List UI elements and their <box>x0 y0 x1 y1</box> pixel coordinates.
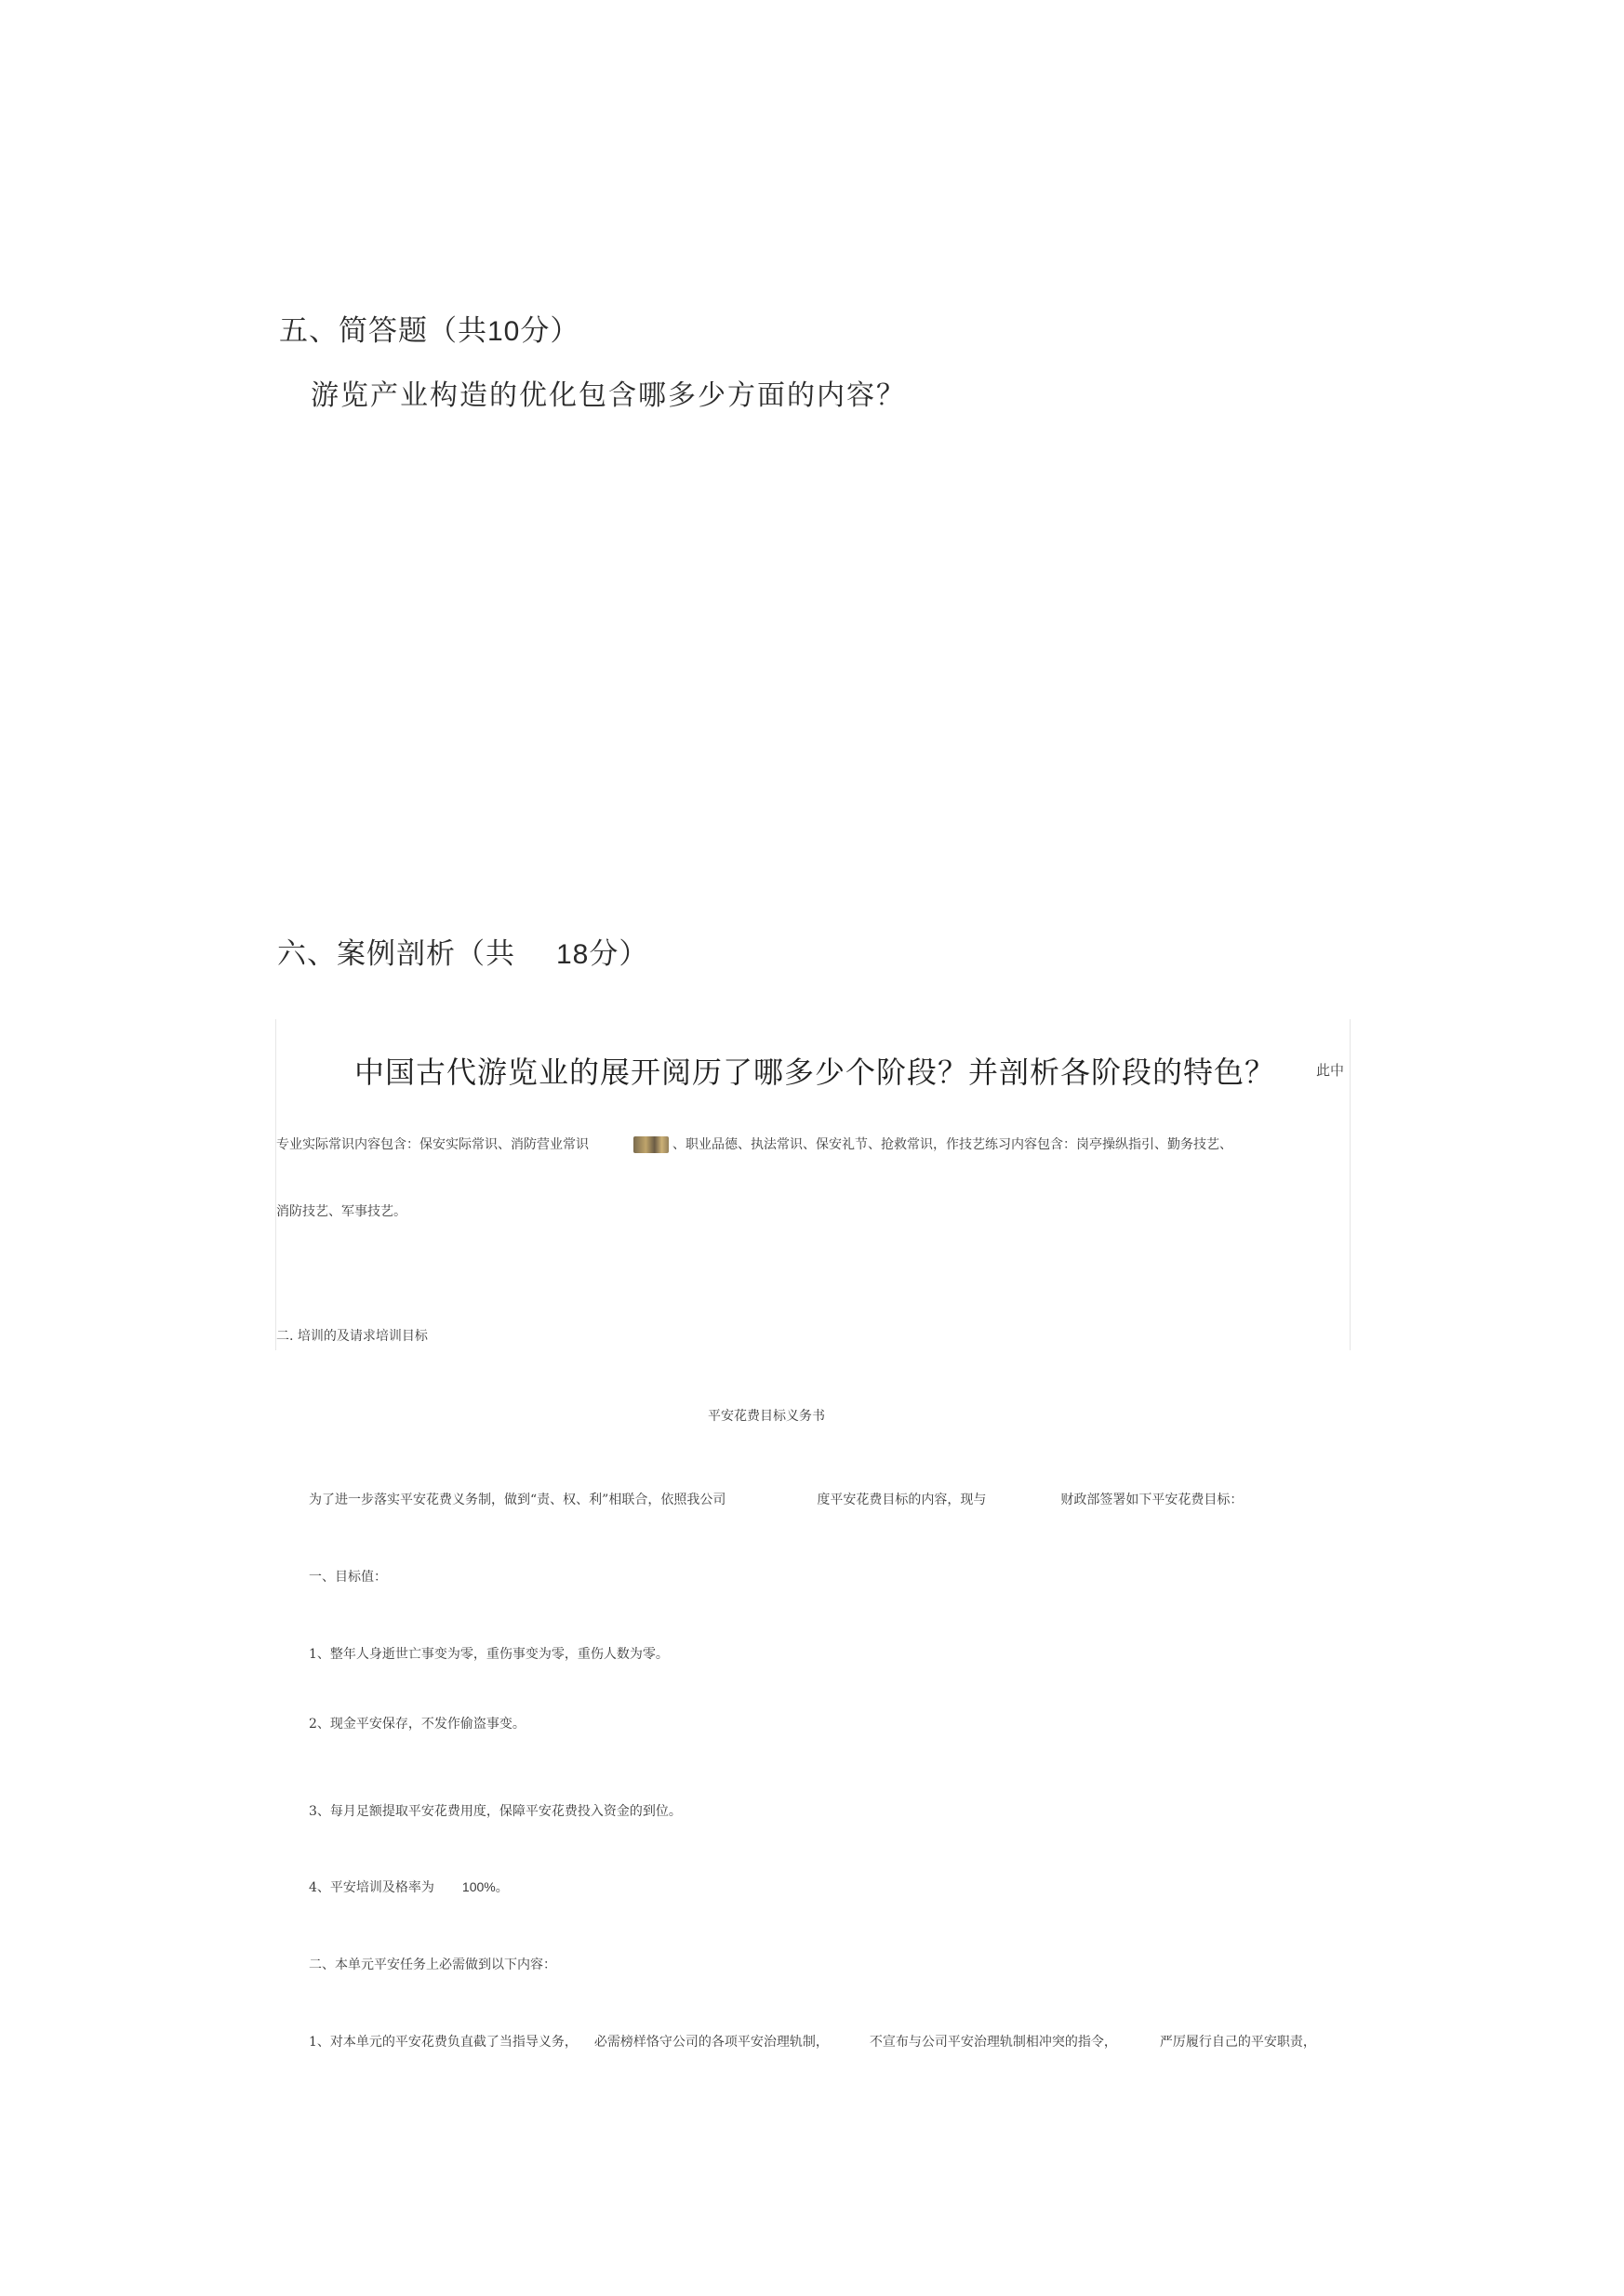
inline-image <box>633 1136 669 1153</box>
doc-title: 平安花费目标义务书 <box>708 1409 825 1424</box>
goal-item-3: 3、每月足额提取平安花费用度，保障平安花费投入资金的到位。 <box>309 1804 682 1819</box>
goal-item-4: 4、平安培训及格率为 100%。 <box>309 1879 509 1895</box>
section5-question: 游览产业构造的优化包含哪多少方面的内容？ <box>311 379 906 412</box>
goal-heading: 一、目标值： <box>309 1570 387 1585</box>
unit-item-1: 1、对本单元的平安花费负直截了当指导义务， 必需榜样恪守公司的各项平安治理轨制， 不宣布与公司平安治理轨制相冲突的指令， 严厉履行自己的平安职责， <box>309 2035 1316 2050</box>
case-line-1: 专业实际常识内容包含：保安实际常识、消防营业常识 、职业品德、执法常识、保安礼节、抢救常识，作技艺练习内容包含：岗亭操纵指引、勤务技艺、 <box>276 1137 1232 1152</box>
case-aside-text: 此中 <box>1316 1062 1345 1079</box>
section5-heading: 五、简答题（共10分） <box>279 314 580 348</box>
unit-heading: 二、本单元平安任务上必需做到以下内容： <box>309 1958 556 1972</box>
case-box <box>275 1019 1351 1350</box>
case-line-2: 消防技艺、军事技艺。 <box>276 1204 406 1219</box>
case-line-3: 二. 培训的及请求培训目标 <box>276 1329 428 1344</box>
doc-intro: 为了进一步落实平安花费义务制，做到“责、权、利”相联合，依照我公司 度平安花费目标的内容，现与 财政部签署如下平安花费目标： <box>309 1493 1244 1507</box>
goal-item-2: 2、现金平安保存，不发作偷盗事变。 <box>309 1717 526 1732</box>
section6-heading: 六、案例剖析（共 18分） <box>277 937 649 971</box>
goal-item-1: 1、整年人身逝世亡事变为零，重伤事变为零，重伤人数为零。 <box>309 1647 669 1662</box>
case-question: 中国古代游览业的展开阅历了哪多少个阶段？并剖析各阶段的特色？ <box>354 1055 1276 1090</box>
